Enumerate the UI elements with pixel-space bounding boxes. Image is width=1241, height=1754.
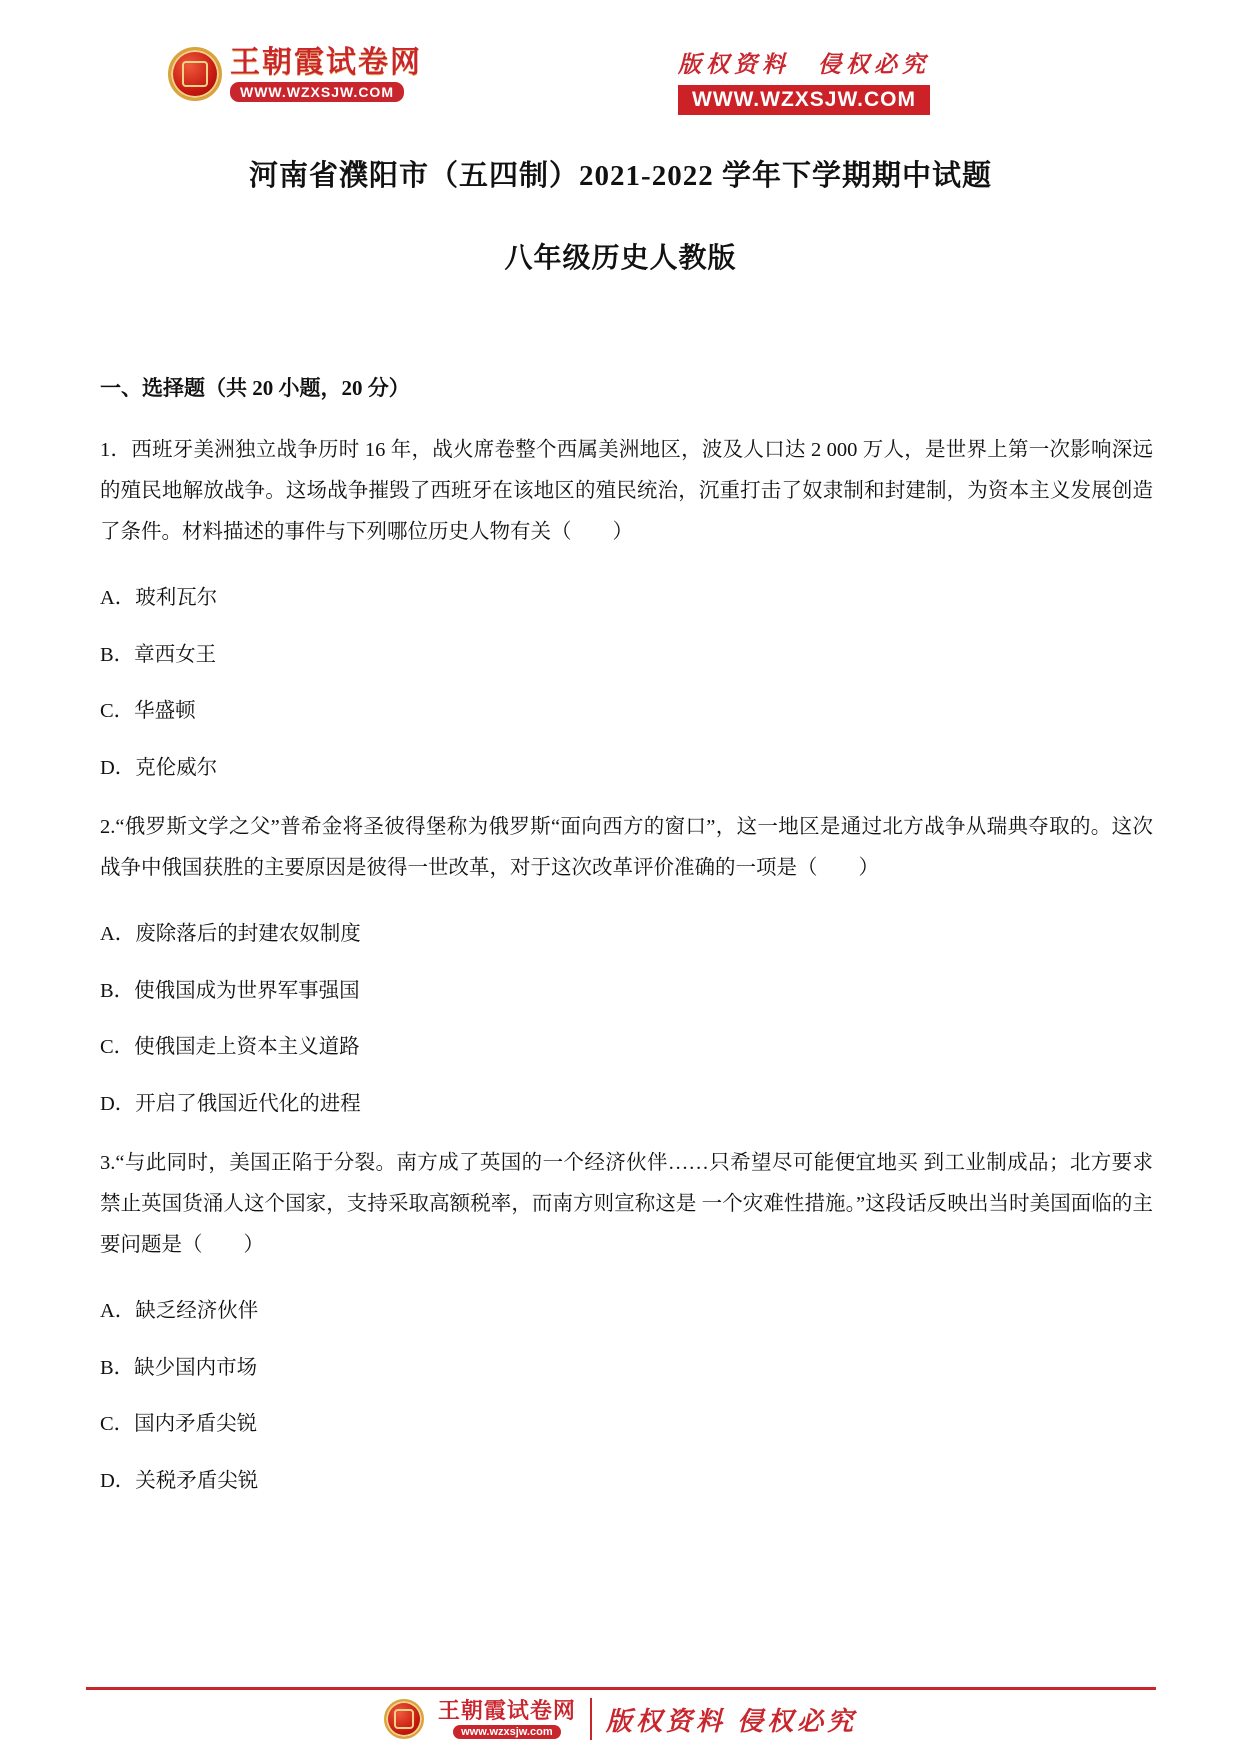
page-header — [0, 0, 1241, 115]
exam-subtitle: 八年级历史人教版 — [504, 243, 737, 274]
question-2-option-a: A．废除落后的封建农奴制度 — [100, 923, 361, 946]
page-footer — [0, 1687, 1241, 1740]
footer-seal-icon — [384, 1699, 424, 1739]
logo-site-name: 王朝霞试卷网 — [230, 46, 422, 79]
logo-text-block — [230, 46, 422, 102]
question-1-option-d: D．克伦威尔 — [100, 756, 218, 779]
footer-content — [0, 1698, 1241, 1740]
question-2 — [100, 807, 1153, 1115]
site-logo — [168, 46, 422, 102]
question-2-option-d: D．开启了俄国近代化的进程 — [100, 1092, 361, 1115]
header-url-bar: WWW.WZXSJW.COM — [678, 85, 930, 115]
footer-divider — [590, 1698, 592, 1740]
question-1-option-a: A．玻利瓦尔 — [100, 587, 218, 609]
footer-rule — [86, 1687, 1156, 1690]
section-header: 一、选择题（共 20 小题，20 分） — [100, 376, 410, 400]
question-1-option-b: B．章西女王 — [100, 643, 217, 666]
logo-seal-icon — [168, 47, 222, 101]
question-3-stem: 3.“与此同时，美国正陷于分裂。南方成了英国的一个经济伙伴……只希望尽可能便宜地买 到工业制成品；北方要求禁止英国货涌人这个国家，支持采取高额税率，而南方则宣称这是 一个灾难性措施。”这段话反映出当时美国面临的主要问题是（ ） — [100, 1152, 1153, 1257]
question-1-stem: 1．西班牙美洲独立战争历时 16 年，战火席卷整个西属美洲地区，波及人口达 2 000 万人，是世界上第一次影响深远的殖民地解放战争。这场战争摧毁了西班牙在该地区的殖民统治，沉重打击了奴隶制和封建制，为资本主义发展创造了条件。材料描述的事件与下列哪位历史人物有关（ ） — [100, 439, 1153, 543]
question-1-option-c: C．华盛顿 — [100, 700, 196, 723]
question-2-stem: 2.“俄罗斯文学之父”普希金将圣彼得堡称为俄罗斯“面向西方的窗口”，这一地区是通过北方战争从瑞典夺取的。这次战争中俄国获胜的主要原因是彼得一世改革，对于这次改革评价准确的一项是（ ） — [100, 816, 1153, 880]
question-3-option-b: B．缺少国内市场 — [100, 1356, 258, 1379]
exam-title: 河南省濮阳市（五四制）2021-2022 学年下学期期中试题 — [249, 160, 992, 192]
question-1 — [100, 430, 1153, 779]
question-3-option-d: D．关税矛盾尖锐 — [100, 1470, 259, 1493]
exam-content — [0, 372, 1241, 1493]
footer-slogan: 版权资料 侵权必究 — [605, 1705, 858, 1736]
question-3-option-a: A．缺乏经济伙伴 — [100, 1300, 259, 1323]
header-copyright-block — [678, 46, 930, 115]
question-3-option-c: C．国内矛盾尖锐 — [100, 1413, 258, 1436]
footer-site-url: www.wzxsjw.com — [453, 1725, 561, 1739]
question-2-option-b: B．使俄国成为世界军事强国 — [100, 979, 360, 1002]
question-3 — [100, 1143, 1153, 1492]
footer-site-name: 王朝霞试卷网 — [437, 1697, 576, 1723]
question-2-option-c: C．使俄国走上资本主义道路 — [100, 1036, 360, 1059]
copyright-slogan: 版权资料 侵权必究 — [678, 51, 930, 77]
logo-site-url: WWW.WZXSJW.COM — [230, 82, 404, 102]
footer-logo-block — [438, 1699, 576, 1739]
